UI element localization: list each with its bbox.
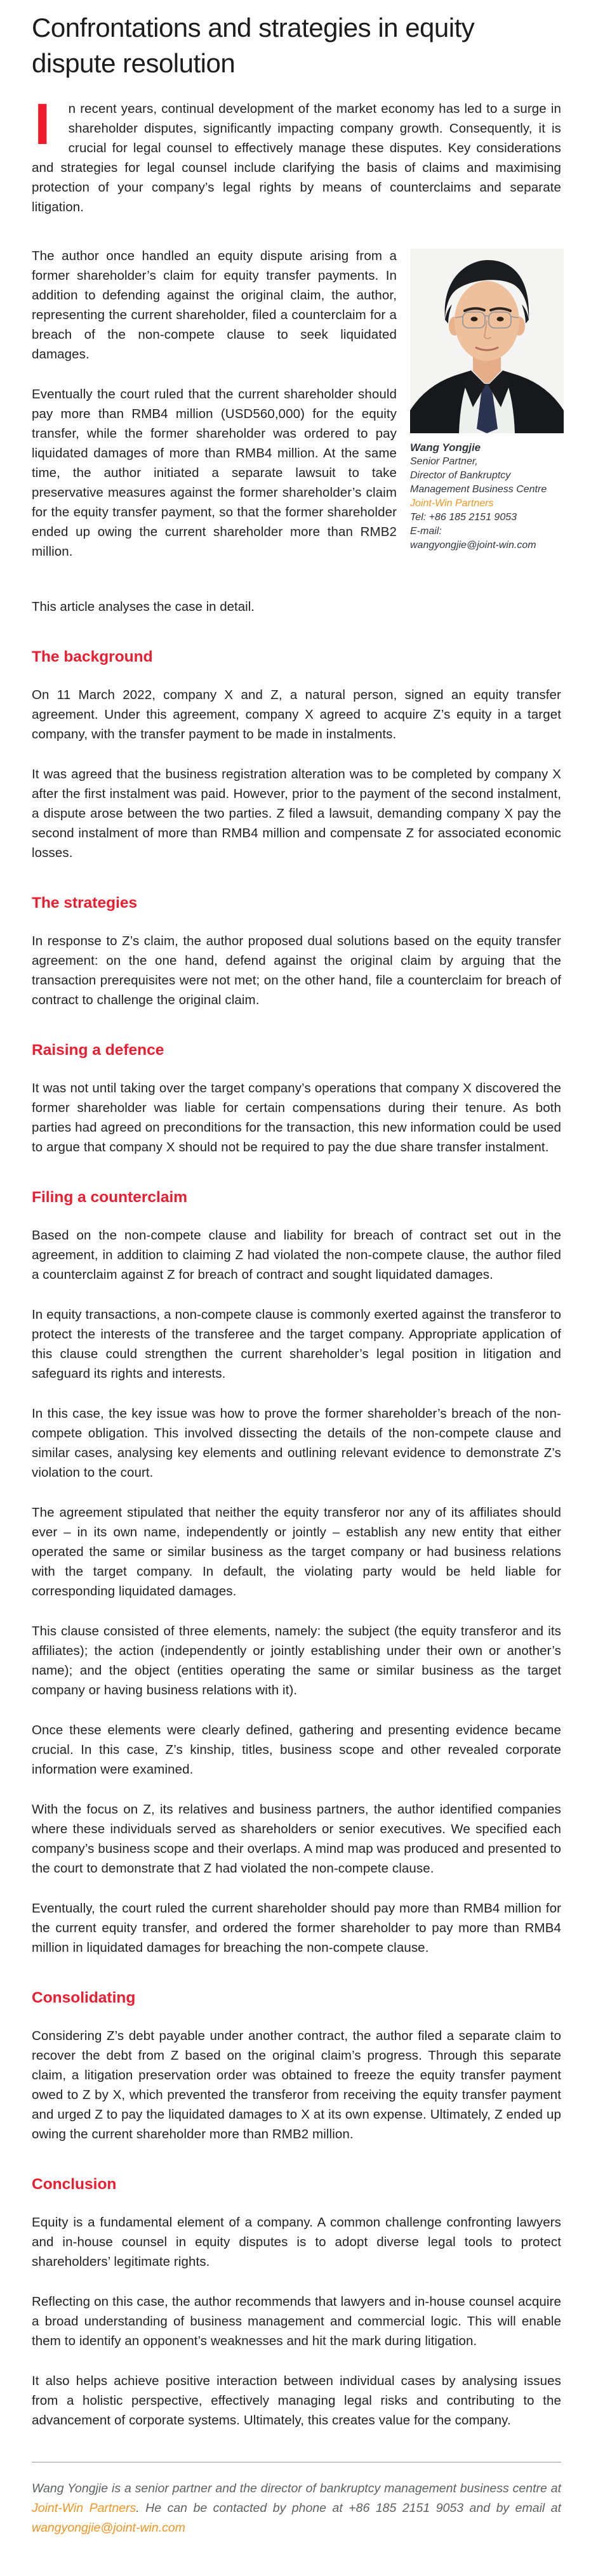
- body-paragraph: Equity is a fundamental element of a company. A common challenge confronting lawyers and in-house counsel in equity disputes is to adopt diverse legal tools to protect shareholders’ legitimate rights.: [32, 2215, 561, 2269]
- lead-paragraph: [32, 92, 561, 217]
- footer-firm-link[interactable]: Joint-Win Partners: [32, 2501, 136, 2515]
- body-paragraph: It was agreed that the business registration alteration was to be completed by company X after the first instalment was paid. However, prior to the payment of the second instalment, a dispute arose between the two parties. Z filed a lawsuit, demanding company X pay the second instalment of more than RMB4 million and compensate Z for associated economic losses.: [32, 767, 561, 860]
- author-role: Director of Bankruptcy: [410, 470, 511, 481]
- body-paragraph: Eventually the court ruled that the current shareholder should pay more than RMB4 million (USD560,000) for the equity transfer, while the former shareholder was ordered to pay liquidated damages of more than RMB4 million. At the same time, the author initiated a separate lawsuit to take preservative measures against the former shareholder’s claim for the equity transfer payment, so that the former shareholder ended up owing the current shareholder more than RMB2 million.: [32, 387, 397, 559]
- page-title: Confrontations and strategies in equity dispute resolution: [32, 13, 475, 78]
- body-paragraph: In this case, the key issue was how to prove the former shareholder’s breach of the non-compete obligation. This involved dissecting the details of the non-compete clause and similar cases, analysing key elements and outlining relevant evidence to demonstrate Z’s violation to the court.: [32, 1406, 561, 1480]
- author-tel: Tel: +86 185 2151 9053: [410, 512, 517, 523]
- author-card: [410, 246, 564, 582]
- lead-text: n recent years, continual development of the market economy has led to a surge in shareholder disputes, significantly impacting company growth. Consequently, it is crucial for legal counsel to effectively manage these disputes. Key considerations and strategies for legal counsel include clarifying the basis of claims and maximising protection of your company’s legal rights by means of counterclaims and separate litigation.: [32, 101, 561, 214]
- footer-email-link[interactable]: wangyongjie@joint-win.com: [32, 2521, 185, 2535]
- section-heading-raising-a-defence: Raising a defence: [32, 1042, 164, 1059]
- author-caption: [410, 441, 564, 552]
- section-heading-strategies: The strategies: [32, 894, 138, 912]
- section-conclusion: [32, 2176, 561, 2430]
- author-name: Wang Yongjie: [410, 441, 481, 454]
- author-photo: [410, 249, 564, 433]
- section-heading-conclusion: Conclusion: [32, 2176, 117, 2193]
- footer-bio: [32, 2479, 561, 2538]
- body-paragraph: This clause consisted of three elements, namely: the subject (the equity transferor and its affiliates); the action (independently or jointly establishing under their own or another’s name); and the object (entities operating the same or similar business as the target company or having business relations with it).: [32, 1624, 561, 1697]
- section-filing-a-counterclaim: [32, 1189, 561, 1958]
- section-consolidating: [32, 1989, 561, 2144]
- intro-two-column: [32, 246, 561, 582]
- body-paragraph: It was not until taking over the target company’s operations that company X discovered the former shareholder was liable for certain compensations during their tenure. As both parties had agreed on preconditions for the transaction, this new information could be used to argue that company X should not be required to pay the due share transfer instalment.: [32, 1081, 561, 1154]
- body-paragraph: With the focus on Z, its relatives and business partners, the author identified companies where these individuals served as shareholders or senior executives. We specified each company’s business scope and their overlaps. A mind map was produced and presented to the court to demonstrate that Z had violated the non-compete clause.: [32, 1802, 561, 1876]
- note-paragraph: This article analyses the case in detail.: [32, 599, 255, 614]
- section-raising-a-defence: [32, 1042, 561, 1157]
- section-strategies: [32, 894, 561, 1010]
- drop-cap: I: [34, 92, 51, 157]
- article-column: [32, 246, 397, 582]
- body-paragraph: Eventually, the court ruled the current shareholder should pay more than RMB4 million for the current equity transfer, and ordered the former shareholder to pay more than RMB4 million in liquidated damages for breaching the non-compete clause.: [32, 1901, 561, 1955]
- author-email-label: E-mail:: [410, 526, 442, 537]
- section-heading-background: The background: [32, 648, 153, 665]
- section-heading-filing-a-counterclaim: Filing a counterclaim: [32, 1189, 188, 1206]
- body-paragraph: The agreement stipulated that neither the equity transferor nor any of its affiliates should ever – in its own name, independently or jointly – establish any new entity that either operated the same or similar business as the target company or had business relations with the target company. In default, the violating party would be held liable for corresponding liquidated damages.: [32, 1505, 561, 1599]
- body-paragraph: Considering Z’s debt payable under another contract, the author filed a separate claim to recover the debt from Z based on the original claim’s progress. Through this separate claim, a litigation preservation order was obtained to freeze the equity transfer payment owed to Z by X, which prevented the transferor from receiving the equity transfer payment and urged Z to pay the liquidated damages to X at its own expense. Ultimately, Z ended up owing the current shareholder more than RMB2 million.: [32, 2029, 561, 2141]
- body-paragraph: In equity transactions, a non-compete clause is commonly exerted against the transferor to protect the interests of the transferee and the target company. Appropriate application of this clause could strengthen the current shareholder’s legal position in litigation and safeguard its rights and interests.: [32, 1307, 561, 1381]
- author-firm-link[interactable]: Joint-Win Partners: [410, 498, 494, 509]
- body-paragraph: On 11 March 2022, company X and Z, a natural person, signed an equity transfer agreement. Under this agreement, company X agreed to acquire Z’s equity in a target company, with the transfer payment to be made in instalments.: [32, 688, 561, 742]
- footer-bio-text: . He can be contacted by phone at +86 185 2151 9053 and by email at: [136, 2501, 561, 2515]
- body-paragraph: Once these elements were clearly defined, gathering and presenting evidence became crucial. In this case, Z’s kinship, titles, business scope and other revealed corporate information were examined.: [32, 1723, 561, 1777]
- author-email: wangyongjie@joint-win.com: [410, 540, 536, 551]
- section-heading-consolidating: Consolidating: [32, 1989, 136, 2006]
- body-paragraph: The author once handled an equity dispute arising from a former shareholder’s claim for equity transfer payments. In addition to defending against the original claim, the author, representing the current shareholder, filed a counterclaim for a breach of the non-compete clause to seek liquidated damages.: [32, 249, 397, 362]
- author-role: Management Business Centre: [410, 484, 547, 495]
- section-background: [32, 648, 561, 863]
- author-role: Senior Partner,: [410, 456, 478, 467]
- body-paragraph: Reflecting on this case, the author recommends that lawyers and in-house counsel acquire a broad understanding of business management and commercial logic. This will enable them to identify an opponent’s weaknesses and hit the mark during litigation.: [32, 2294, 561, 2348]
- body-paragraph: It also helps achieve positive interaction between individual cases by analysing issues from a holistic perspective, effectively managing legal risks and contributing to the advancement of corporate systems. Ultimately, this creates value for the company.: [32, 2374, 561, 2428]
- body-paragraph: Based on the non-compete clause and liability for breach of contract set out in the agreement, in addition to claiming Z had violated the non-compete clause, the author filed a counterclaim against Z for breach of contract and sought liquidated damages.: [32, 1228, 561, 1282]
- footer-bio-text: Wang Yongjie is a senior partner and the director of bankruptcy management business centre at: [32, 2481, 561, 2495]
- body-paragraph: In response to Z’s claim, the author proposed dual solutions based on the equity transfer agreement: on the one hand, defend against the original claim by arguing that the transaction prerequisites were not met; on the other hand, file a counterclaim for breach of contract to challenge the original claim.: [32, 934, 561, 1007]
